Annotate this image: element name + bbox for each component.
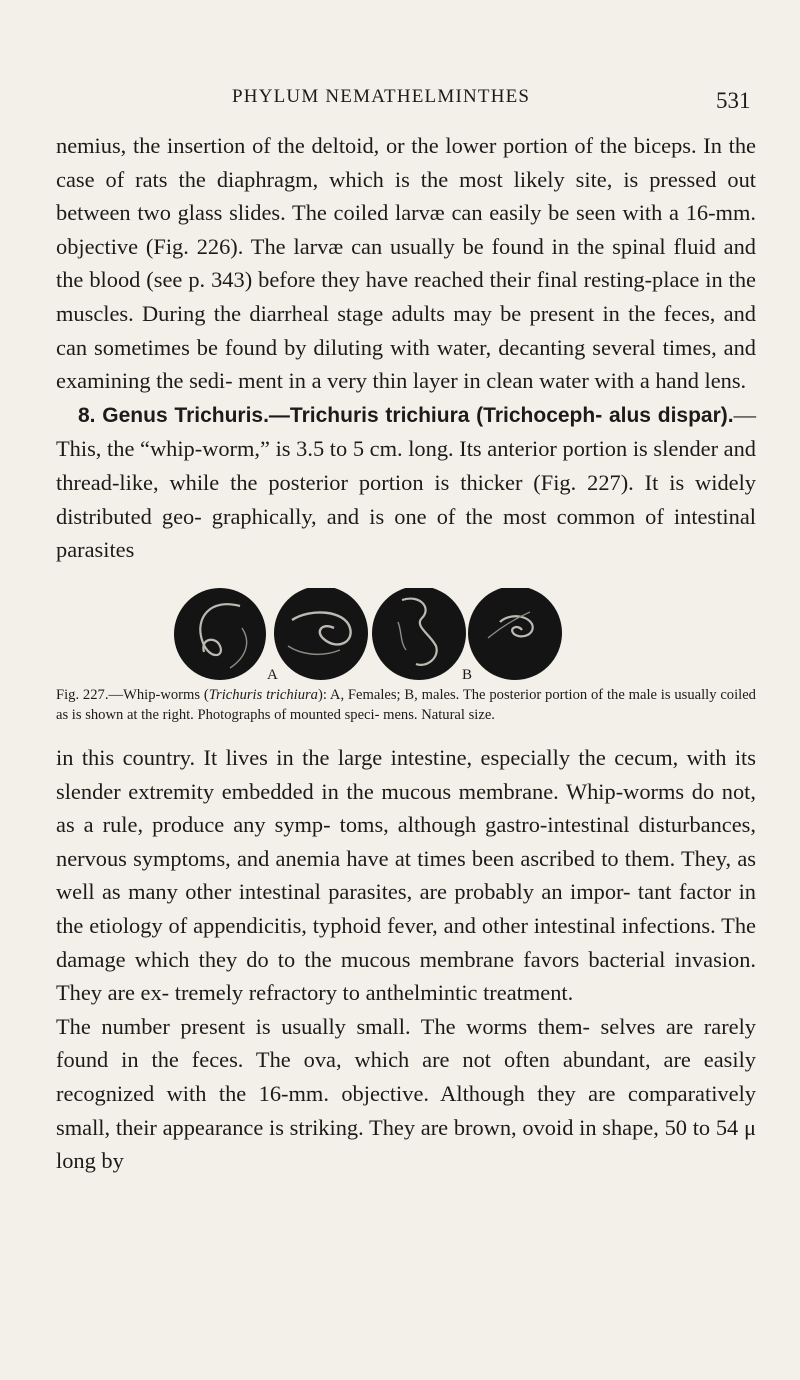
figure-label-a: A [267, 667, 278, 683]
text-block-bottom [56, 741, 756, 1178]
paragraph-3: in this country. It lives in the large intestine, especially the cecum, with its slender extremity embedded in the mucous membrane. Whip-worms do not, as a rule, produce any symp- toms, although gastro-intestinal disturbances, nervous symptoms, and anemia have at times been ascribed to them. They, as well as many other intestinal parasites, are probably an impor- tant factor in the etiology of appendicitis, typhoid fever, and other intestinal infections. The damage which they do to the mucous membrane favors bacterial invasion. They are ex- tremely refractory to anthelmintic treatment. [56, 745, 756, 1006]
genus-heading: 8. Genus Trichuris.—Trichuris trichiura (Trichoceph- alus dispar). [78, 403, 734, 427]
male-specimen-disc-1 [372, 588, 466, 680]
paragraph-4: The number present is usually small. The worms them- selves are rarely found in the feces. The ova, which are not often abundant, are easily recognized with the 16-mm. objective. Although they are comparatively small, their appearance is striking. They are brown, ovoid in shape, 50 to 54 μ long by [56, 1013, 756, 1174]
page-number: 531 [716, 88, 751, 113]
text-block-top [56, 129, 756, 567]
caption-species: Trichuris trichiura [208, 687, 318, 703]
caption-lead: Fig. 227.—Whip-worms ( [56, 687, 209, 703]
page-header [0, 86, 800, 116]
figure-label-b: B [462, 667, 473, 683]
caption-rest: ): A, Females; B, males. The posterior portion of the male is usually coiled as is shown at the right. Photographs of mounted speci- mens. Natural size. [56, 687, 756, 723]
paragraph-1: nemius, the insertion of the deltoid, or the lower portion of the biceps. In the case of rats the diaphragm, which is the most likely site, is pressed out between two glass slides. The coiled larvæ can easily be seen with a 16-mm. objective (Fig. 226). The larvæ can usually be found in the spinal fluid and the blood (see p. 343) before they have reached their final resting-place in the muscles. During the diarrheal stage adults may be present in the feces, and can sometimes be found by diluting with water, decanting several times, and examining the sedi- ment in a very thin layer in clean water with a hand lens. [56, 133, 756, 394]
female-specimen-disc-1 [174, 588, 266, 680]
paragraph-2 [56, 398, 756, 567]
figure-caption [56, 686, 756, 725]
whipworm-photo-plates [170, 588, 570, 683]
figure-227-photograph [170, 588, 570, 683]
paragraph-2-text: —This, the “whip-worm,” is 3.5 to 5 cm. long. Its anterior portion is slender and thread-like, while the posterior portion is thicker (Fig. 227). It is widely distributed geo- graphically, and is one of the most common of intestinal parasites [56, 401, 756, 563]
running-head: PHYLUM NEMATHELMINTHES [232, 86, 531, 107]
